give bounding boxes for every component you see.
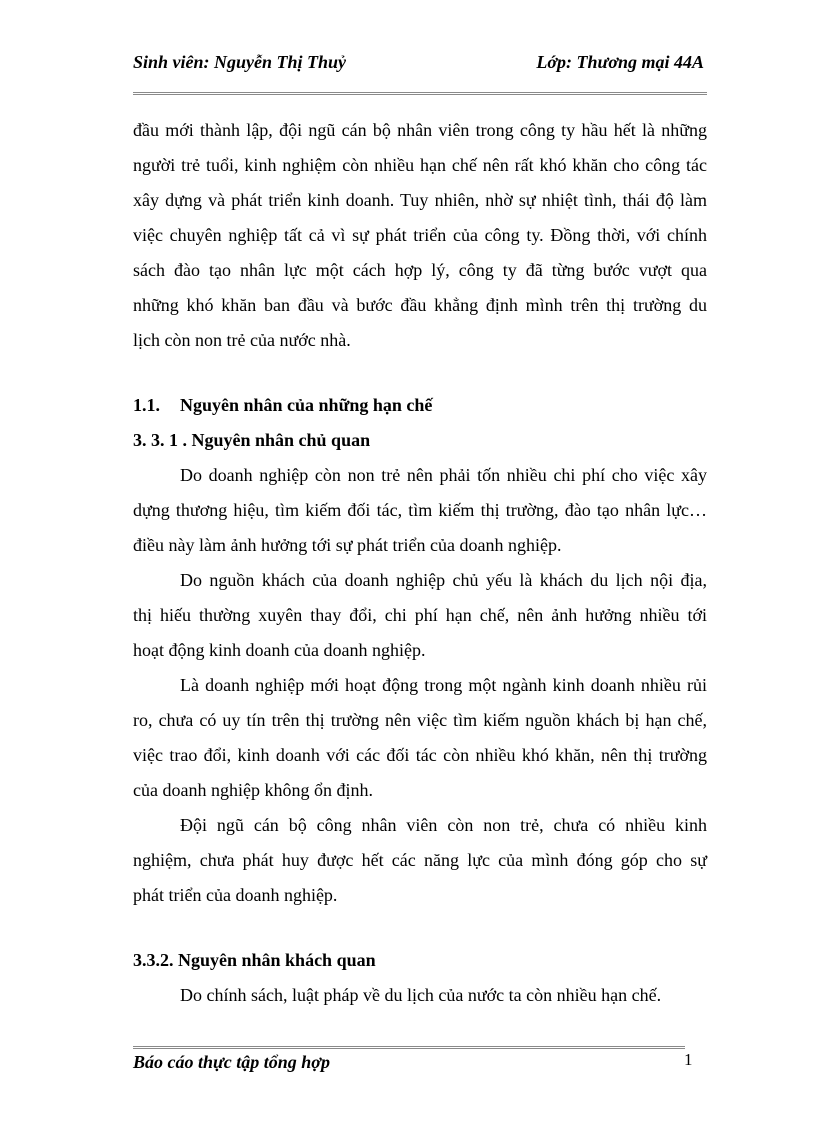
- text-line: Do chính sách, luật pháp về du lịch của nước ta còn nhiều hạn chế.: [180, 985, 662, 1005]
- section-heading-1-1: [133, 388, 707, 423]
- header-divider: [133, 92, 707, 95]
- text-line: xây dựng và phát triển kinh doanh. Tuy nhiên, nhờ sự nhiệt tình, thái độ làm: [133, 190, 707, 210]
- text-line: Do doanh nghiệp còn non trẻ nên phải tốn nhiều chi phí cho việc xây: [180, 465, 707, 485]
- text-line: việc trao đổi, kinh doanh với các đối tác còn nhiều khó khăn, nên thị trường: [133, 745, 707, 765]
- footer-report-title: Báo cáo thực tập tổng hợp: [133, 1052, 330, 1072]
- text-line: việc chuyên nghiệp tất cả vì sự phát triển của công ty. Đồng thời, với chính: [133, 225, 707, 245]
- paragraph-5: [133, 978, 707, 1013]
- text-line: dựng thương hiệu, tìm kiếm đối tác, tìm kiếm thị trường, đào tạo nhân lực…: [133, 500, 707, 520]
- text-line: nghiệm, chưa phát huy được hết các năng lực của mình đóng góp cho sự: [133, 850, 707, 870]
- document-body: [133, 113, 707, 1013]
- text-line: Là doanh nghiệp mới hoạt động trong một ngành kinh doanh nhiều rủi: [180, 675, 707, 695]
- header-class-name: Lớp: Thương mại 44A: [536, 52, 704, 72]
- footer-divider: [133, 1046, 685, 1049]
- section-title: Nguyên nhân của những hạn chế: [180, 395, 433, 415]
- section-number: 1.1.: [133, 395, 160, 415]
- text-line: sách đào tạo nhân lực một cách hợp lý, công ty đã từng bước vượt qua: [133, 260, 707, 280]
- text-line: ro, chưa có uy tín trên thị trường nên việc tìm kiếm nguồn khách bị hạn chế,: [133, 710, 707, 730]
- paragraph-4: [133, 808, 707, 913]
- text-line: đầu mới thành lập, đội ngũ cán bộ nhân viên trong công ty hầu hết là những: [133, 120, 707, 140]
- text-line: hoạt động kinh doanh của doanh nghiệp.: [133, 640, 426, 660]
- page-number: 1: [684, 1050, 693, 1069]
- text-line: thị hiếu thường xuyên thay đổi, chi phí hạn chế, nên ảnh hưởng nhiều tới: [133, 605, 707, 625]
- paragraph-2: [133, 563, 707, 668]
- text-line: Do nguồn khách của doanh nghiệp chủ yếu là khách du lịch nội địa,: [180, 570, 707, 590]
- paragraph-3: [133, 668, 707, 808]
- section-heading-3-3-2: 3.3.2. Nguyên nhân khách quan: [133, 950, 376, 970]
- paragraph-intro: [133, 113, 707, 358]
- text-line: điều này làm ảnh hưởng tới sự phát triển của doanh nghiệp.: [133, 535, 562, 555]
- text-line: của doanh nghiệp không ổn định.: [133, 780, 373, 800]
- text-line: những khó khăn ban đầu và bước đầu khẳng định mình trên thị trường du: [133, 295, 707, 315]
- header-student-name: Sinh viên: Nguyễn Thị Thuỷ: [133, 52, 347, 72]
- text-line: Đội ngũ cán bộ công nhân viên còn non trẻ, chưa có nhiều kinh: [180, 815, 707, 835]
- spacer: [133, 913, 707, 943]
- paragraph-1: [133, 458, 707, 563]
- text-line: phát triển của doanh nghiệp.: [133, 885, 338, 905]
- spacer: [133, 358, 707, 388]
- section-heading-3-3-1: 3. 3. 1 . Nguyên nhân chủ quan: [133, 430, 371, 450]
- text-line: lịch còn non trẻ của nước nhà.: [133, 330, 351, 350]
- text-line: người trẻ tuổi, kinh nghiệm còn nhiều hạn chế nên rất khó khăn cho công tác: [133, 155, 707, 175]
